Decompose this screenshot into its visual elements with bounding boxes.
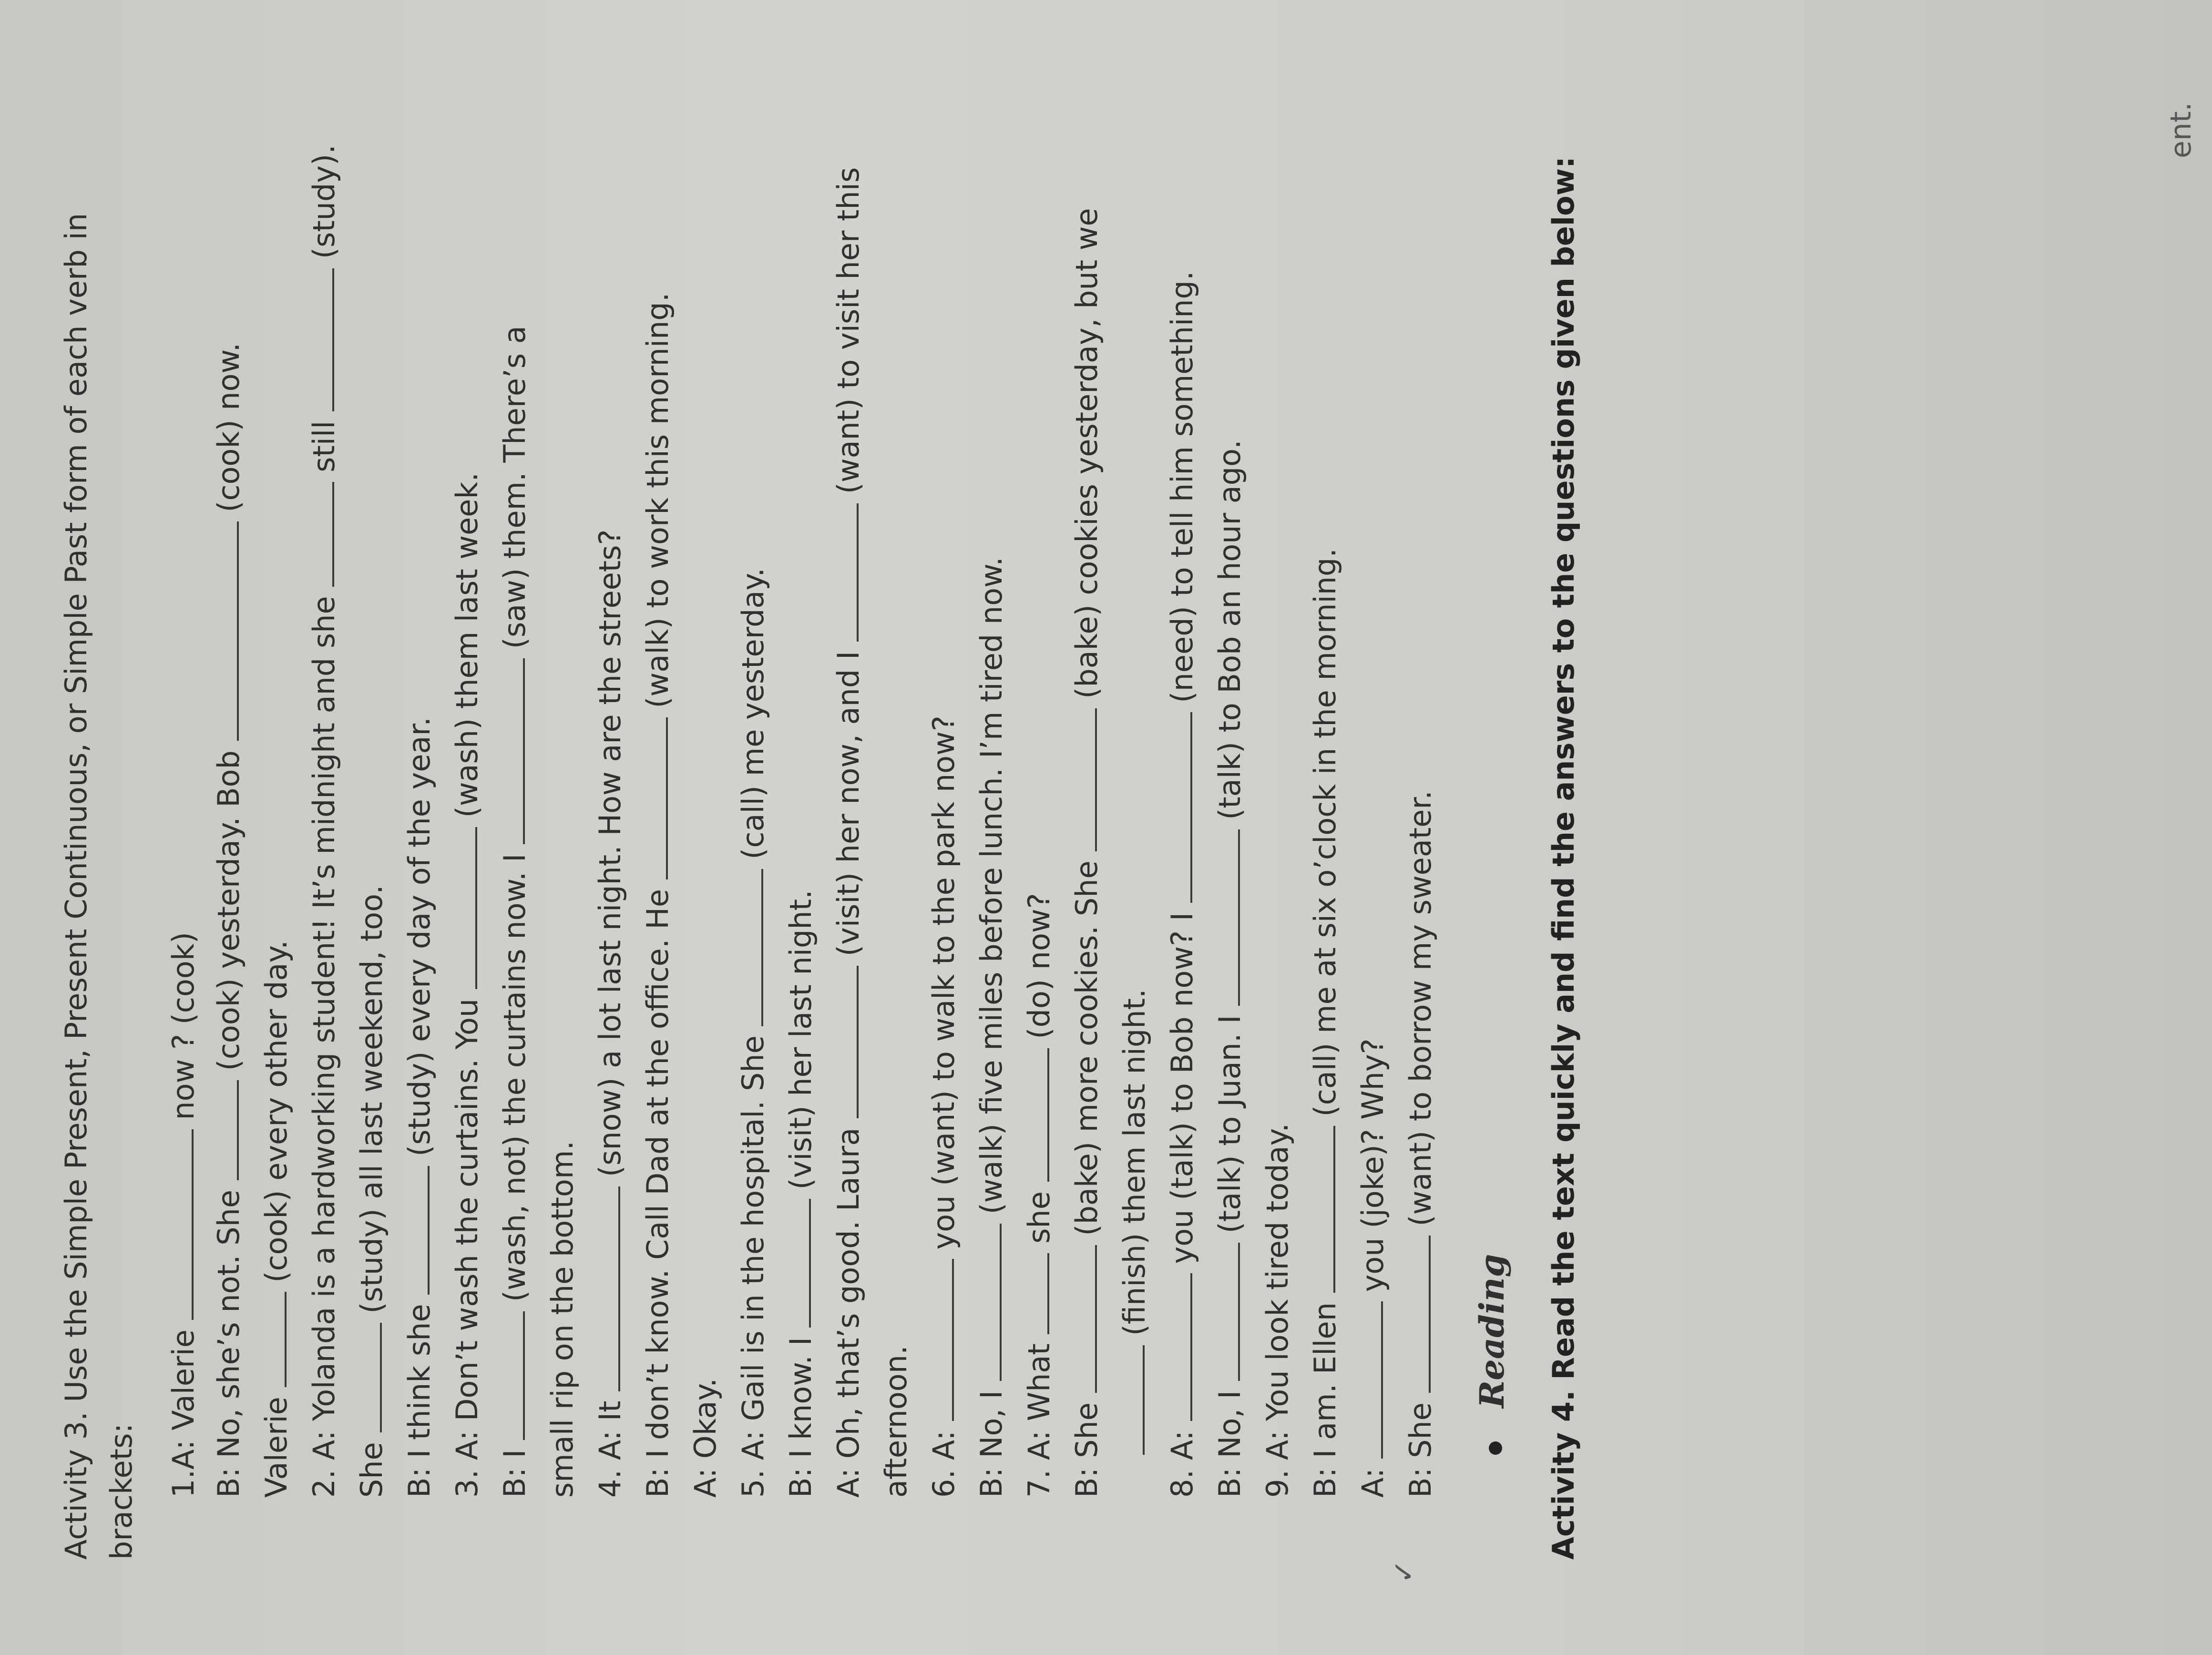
answer-blank[interactable] — [1402, 1236, 1431, 1393]
answer-blank[interactable] — [1211, 829, 1240, 1006]
exercise-line: A: Okay. — [688, 1378, 723, 1498]
exercise-line: afternoon. — [879, 1345, 913, 1498]
exercise-line: 3. A: Don’t wash the curtains. You (wash) them last week. — [450, 472, 484, 1498]
answer-blank[interactable] — [782, 1199, 811, 1328]
activity3-title: Activity 3. Use the Simple Present, Present Continuous, or Simple Past form of each verb in — [59, 213, 93, 1560]
exercise-line: B: I (wash, not) the curtains now. I (saw) them. There’s a — [497, 326, 532, 1498]
answer-blank[interactable] — [165, 1129, 194, 1320]
answer-blank[interactable] — [306, 482, 334, 587]
exercise-line: 2. A: Yolanda is a hardworking student! It’s midnight and she still (study). — [307, 144, 341, 1498]
answer-blank[interactable] — [496, 658, 525, 844]
answer-blank[interactable] — [1021, 1048, 1049, 1182]
exercise-line: She (study) all last weekend, too. — [354, 885, 389, 1498]
answer-blank[interactable] — [1021, 1253, 1049, 1334]
answer-blank[interactable] — [1068, 1245, 1097, 1393]
answer-blank[interactable] — [1164, 1273, 1192, 1421]
exercise-line: A: Oh, that’s good. Laura (visit) her now, and I (want) to visit her this — [831, 167, 866, 1498]
exercise-line: 4. A: It (snow) a lot last night. How are the streets? — [593, 529, 627, 1498]
checkmark-icon: ✓ — [1387, 1559, 1421, 1583]
answer-blank[interactable] — [1211, 1243, 1240, 1381]
exercise-line: B: She (want) to borrow my sweater. — [1403, 790, 1438, 1498]
activity4-title: Activity 4. Read the text quickly and find the answers to the questions given below: — [1546, 156, 1581, 1560]
answer-blank[interactable] — [735, 869, 763, 1026]
exercise-line: 9. A: You look tired today. — [1260, 1123, 1295, 1498]
answer-blank[interactable] — [258, 1292, 287, 1387]
answer-blank[interactable] — [1068, 708, 1097, 851]
answer-blank[interactable] — [1164, 712, 1192, 903]
answer-blank[interactable] — [1354, 1301, 1383, 1459]
answer-blank[interactable] — [210, 1080, 239, 1180]
exercise-line: B: I think she (study) every day of the year. — [402, 717, 437, 1498]
exercise-line: B: No, I (talk) to Juan. I (talk) to Bob an hour ago. — [1212, 439, 1247, 1498]
exercise-line: B: I know. I (visit) her last night. — [783, 889, 818, 1498]
exercise-line: 1.A: Valerie now ? (cook) — [166, 932, 201, 1498]
reading-heading: Reading — [1473, 19, 1513, 1455]
exercise-line: A: you (joke)? Why? — [1355, 1038, 1390, 1498]
activity3-title-cont: brackets: — [104, 1423, 139, 1560]
answer-blank[interactable] — [210, 521, 239, 741]
exercise-line: 8. A: you (talk) to Bob now? I (need) to tell him something. — [1165, 271, 1199, 1498]
answer-blank[interactable] — [496, 1311, 525, 1440]
exercise-line: B: No, she’s not. She (cook) yesterday. Bob (cook) now. — [211, 342, 246, 1498]
exercise-line: 5. A: Gail is in the hospital. She (call) me yesterday. — [736, 568, 770, 1498]
answer-blank[interactable] — [401, 1166, 430, 1295]
exercise-line: B: I don’t know. Call Dad at the office. He (walk) to work this morning. — [640, 292, 675, 1498]
answer-blank[interactable] — [353, 1323, 382, 1432]
answer-blank[interactable] — [306, 268, 334, 411]
bullet-icon — [1489, 1441, 1502, 1455]
exercise-line: small rip on the bottom. — [545, 1141, 580, 1498]
exercise-line: 6. A: you (want) to walk to the park now? — [926, 715, 961, 1498]
exercise-line: B: No, I (walk) five miles before lunch. I’m tired now. — [974, 557, 1009, 1498]
exercise-line: B: I am. Ellen (call) me at six o’clock in the morning. — [1308, 548, 1342, 1498]
exercise-line: Valerie (cook) every other day. — [259, 940, 294, 1498]
answer-blank[interactable] — [925, 1259, 954, 1421]
answer-blank[interactable] — [449, 827, 477, 989]
answer-blank[interactable] — [1307, 1126, 1335, 1293]
answer-blank[interactable] — [592, 1186, 620, 1391]
exercise-line: B: She (bake) more cookies. She (bake) cookies yesterday, but we — [1069, 208, 1104, 1498]
exercise-line: (finish) them last night. — [1116, 19, 1154, 1455]
answer-blank[interactable] — [973, 1224, 1002, 1381]
answer-blank[interactable] — [639, 717, 668, 879]
answer-blank[interactable] — [830, 966, 859, 1118]
answer-blank[interactable] — [830, 503, 859, 642]
exercise-line: 7. A: What she (do) now? — [1022, 893, 1056, 1498]
answer-blank[interactable] — [1116, 1345, 1145, 1455]
cut-off-text: ent. — [2164, 102, 2198, 158]
